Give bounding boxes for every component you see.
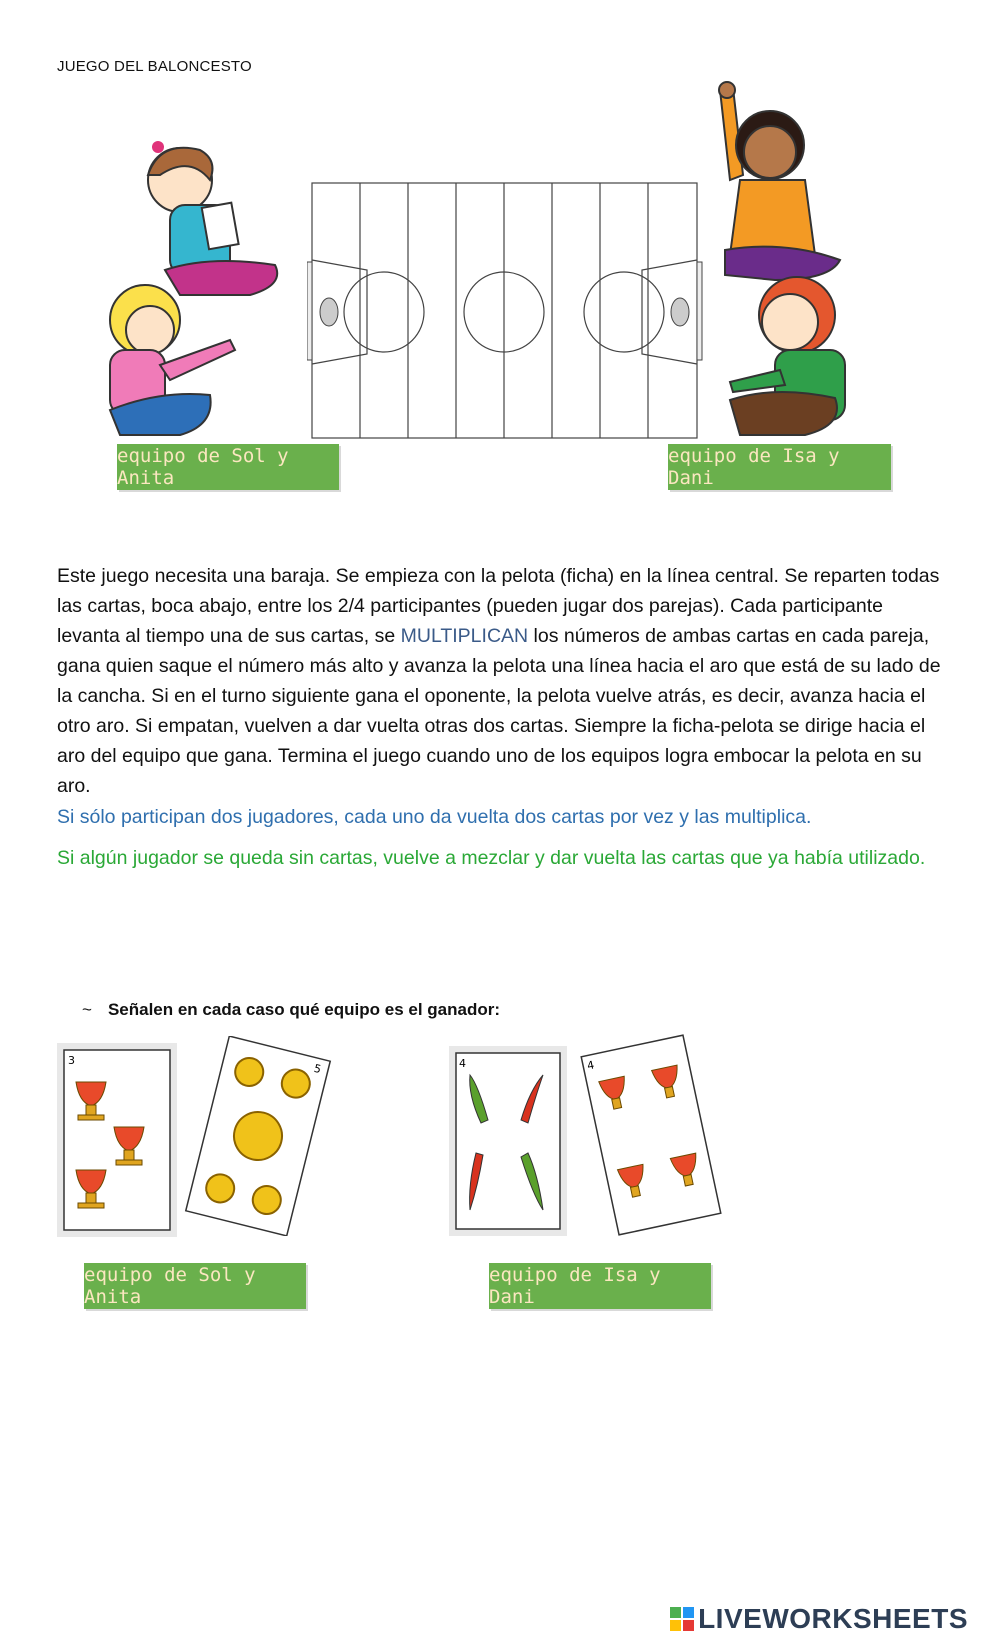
brand-name: LIVEWORKSHEETS (698, 1603, 968, 1634)
team-isa-dani-button[interactable]: equipo de Isa y Dani (668, 444, 891, 490)
card-number: 4 (459, 1057, 466, 1070)
card-4-copas (575, 1032, 727, 1238)
instructions-text-end: los números de ambas cartas en cada pareja, gana quien saque el número más alto y avanza la pelota una línea hacia el aro que está de su lado de la cancha. Si en el turno siguiente gana el oponente, la pelota vuelve atrás, es decir, avanza hacia el otro aro. Si empatan, vuelven a dar vuelta otras dos cartas. Siempre la ficha-pelota se dirige hacia el aro del equipo que gana. Termina el juego cuando uno de los equipos logra embocar la pelota en su aro. (57, 625, 941, 797)
card-number: 4 (585, 1058, 596, 1073)
answer-isa-dani-button[interactable]: equipo de Isa y Dani (489, 1263, 711, 1309)
page-title: JUEGO DEL BALONCESTO (57, 58, 252, 75)
basketball-court (307, 182, 712, 440)
team-sol-anita-button[interactable]: equipo de Sol y Anita (117, 444, 339, 490)
answer-sol-anita-button[interactable]: equipo de Sol y Anita (84, 1263, 306, 1309)
liveworksheets-logo (670, 1603, 968, 1635)
kids-left-illustration (100, 135, 300, 445)
question (82, 1000, 500, 1020)
question-text: Señalen en cada caso qué equipo es el ganador: (107, 1000, 500, 1019)
card-4-bastos (448, 1045, 568, 1237)
card-number: 5 (312, 1061, 323, 1077)
logo-icon (670, 1607, 694, 1631)
bullet-icon: ~ (82, 1000, 92, 1019)
instructions-paragraph (57, 561, 942, 801)
multiplican-highlight: MULTIPLICAN (400, 625, 529, 647)
instructions-text-start: Este juego necesita una baraja. Se empieza con la pelota (ficha) en la línea central. Se reparten todas las cartas, boca abajo, entre los 2/4 participantes (pueden jugar dos parejas). Cada participante levanta al tiempo una de sus cartas, se (57, 565, 940, 647)
kids-right-illustration (715, 80, 865, 440)
no-cards-note: Si algún jugador se queda sin cartas, vuelve a mezclar y dar vuelta las cartas que ya había utilizado. (57, 847, 926, 869)
two-players-note: Si sólo participan dos jugadores, cada uno da vuelta dos cartas por vez y las multiplica. (57, 806, 812, 828)
card-3-copas (56, 1042, 178, 1238)
card-5-oros (184, 1036, 332, 1236)
card-number: 3 (68, 1054, 75, 1067)
